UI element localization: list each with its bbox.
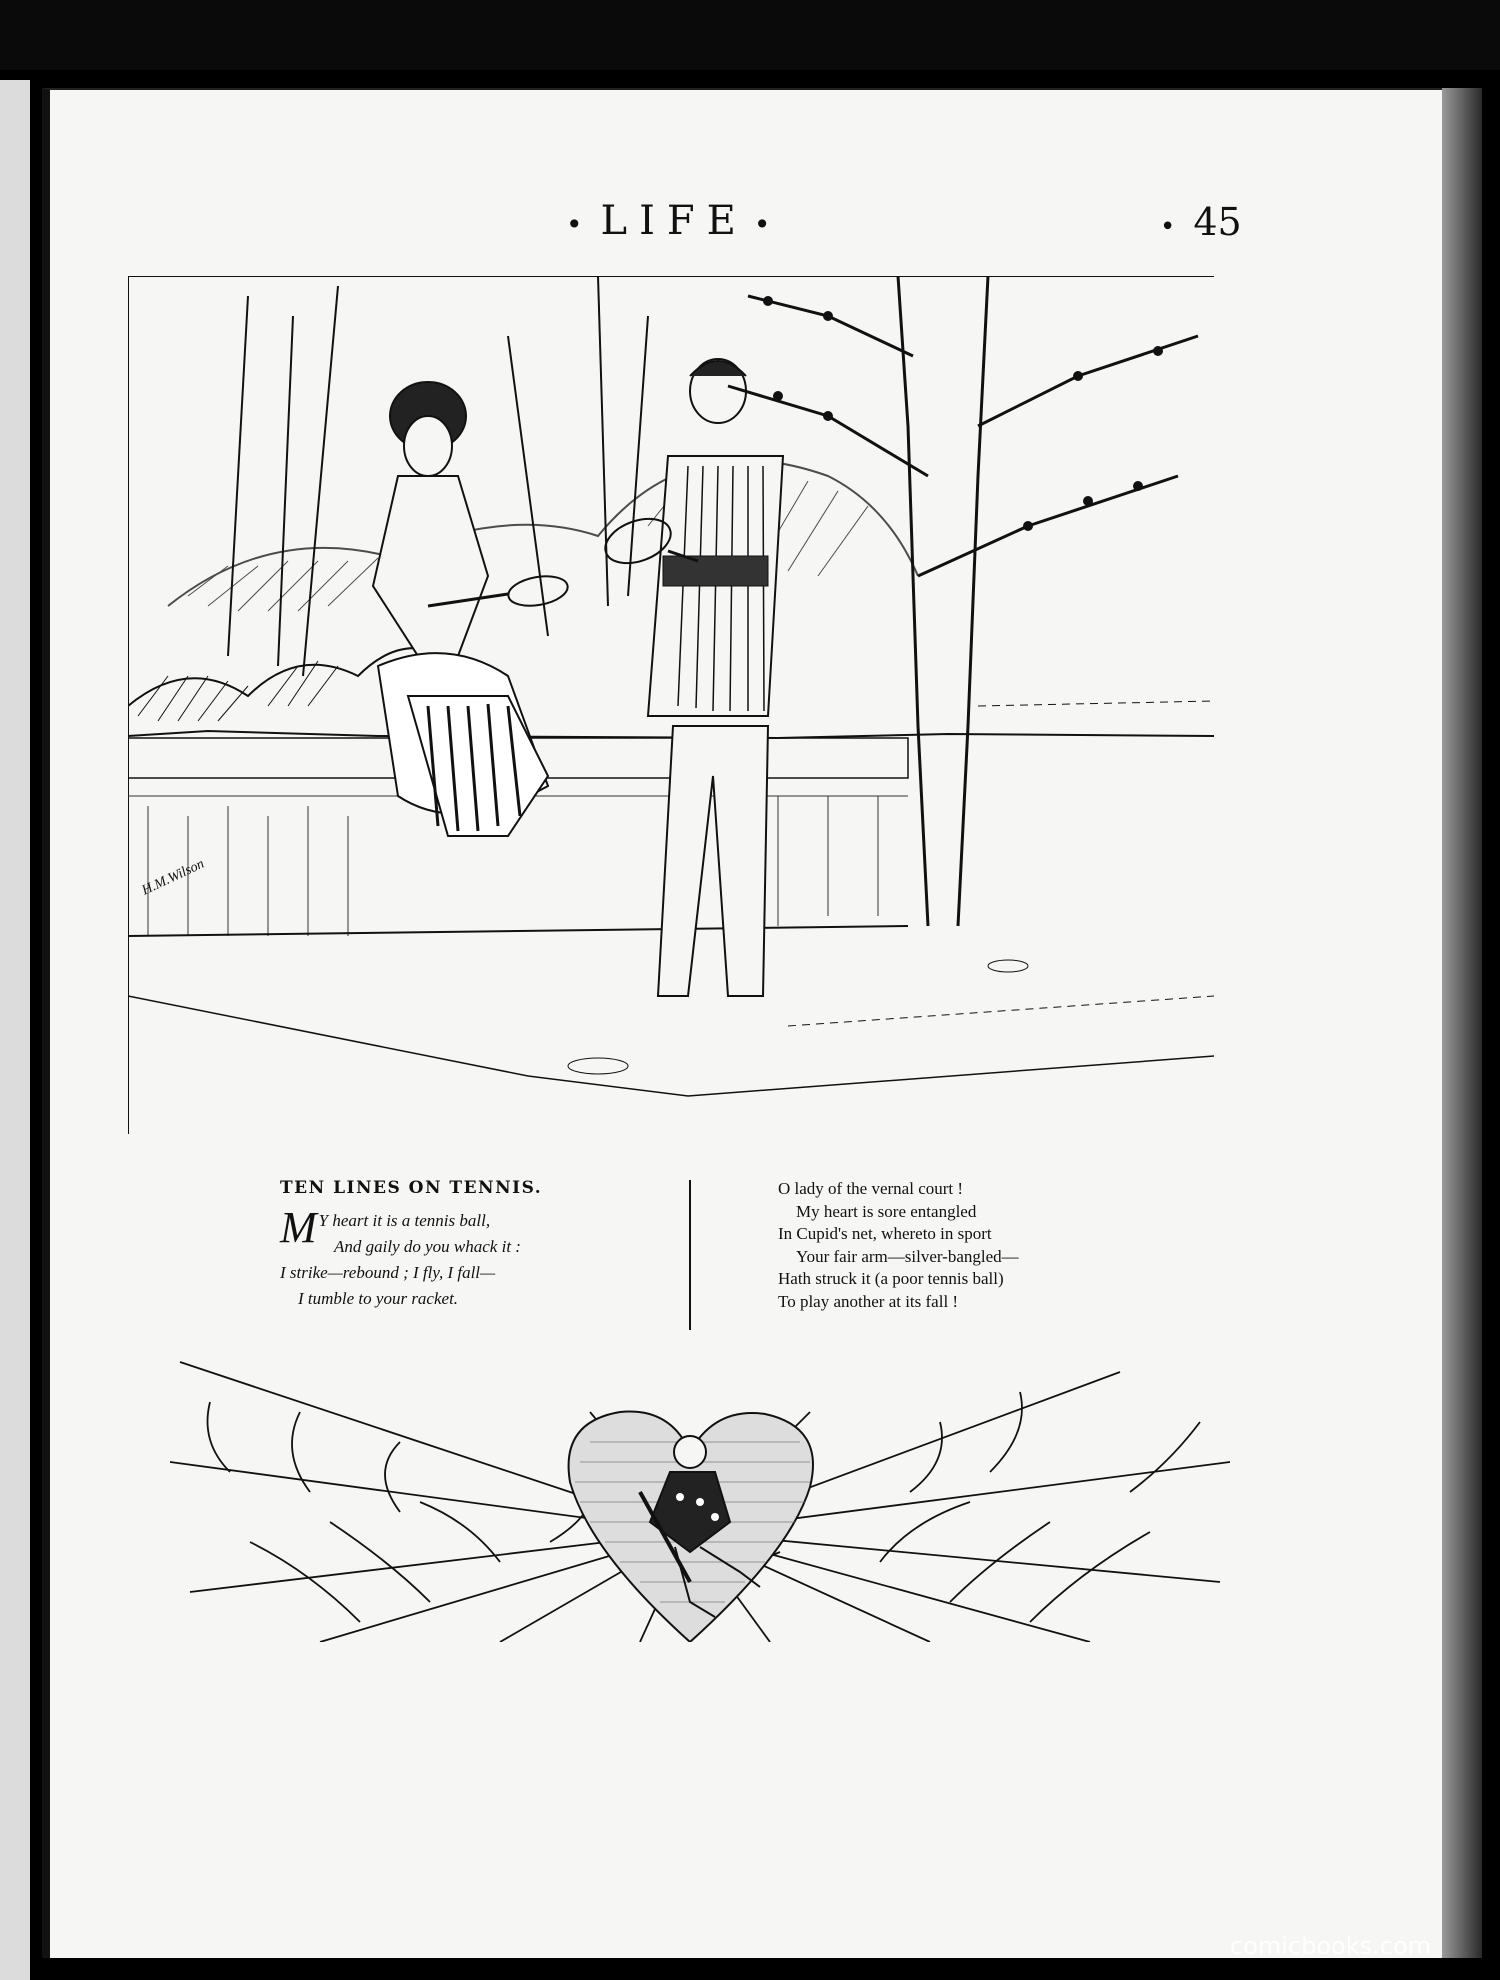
page-gutter-shadow xyxy=(1442,88,1482,1958)
column-rule xyxy=(689,1180,691,1330)
scan-edge-top xyxy=(0,0,1500,70)
poem-right-stanza xyxy=(778,1178,1118,1313)
drop-cap: M xyxy=(280,1203,317,1252)
poem-line: Your fair arm—silver-bangled— xyxy=(796,1246,1019,1266)
poem-line: I tumble to your racket. xyxy=(298,1289,459,1308)
poem-line: In Cupid's net, whereto in sport xyxy=(778,1224,992,1243)
poem-line: O lady of the vernal court ! xyxy=(778,1179,964,1198)
masthead: • LIFE • xyxy=(566,198,783,244)
poem-line: My heart is sore entangled xyxy=(796,1201,977,1221)
poem-line: And gaily do you whack it : xyxy=(334,1237,521,1256)
page-number-text: 45 xyxy=(1193,200,1242,244)
watermark: comicbooks.com xyxy=(1230,1932,1432,1960)
poem-line: Y heart it is a tennis ball, xyxy=(318,1211,491,1230)
masthead-title: LIFE xyxy=(600,198,748,244)
poem-title: TEN LINES ON TENNIS. xyxy=(280,1178,543,1198)
poem-line: I strike—rebound ; I fly, I fall— xyxy=(280,1263,496,1282)
poem-line: To play another at its fall ! xyxy=(778,1291,959,1311)
cupid-heart-web-icon xyxy=(170,1352,1230,1642)
tennis-couple-illustration xyxy=(128,276,1214,1134)
page-number: • 45 xyxy=(1160,200,1242,244)
facing-page-edge xyxy=(0,80,30,1980)
poem-line: Hath struck it (a poor tennis ball) xyxy=(778,1269,1004,1288)
poem-left-stanza xyxy=(280,1203,610,1312)
artist-signature: H.M.Wilson xyxy=(139,856,207,899)
